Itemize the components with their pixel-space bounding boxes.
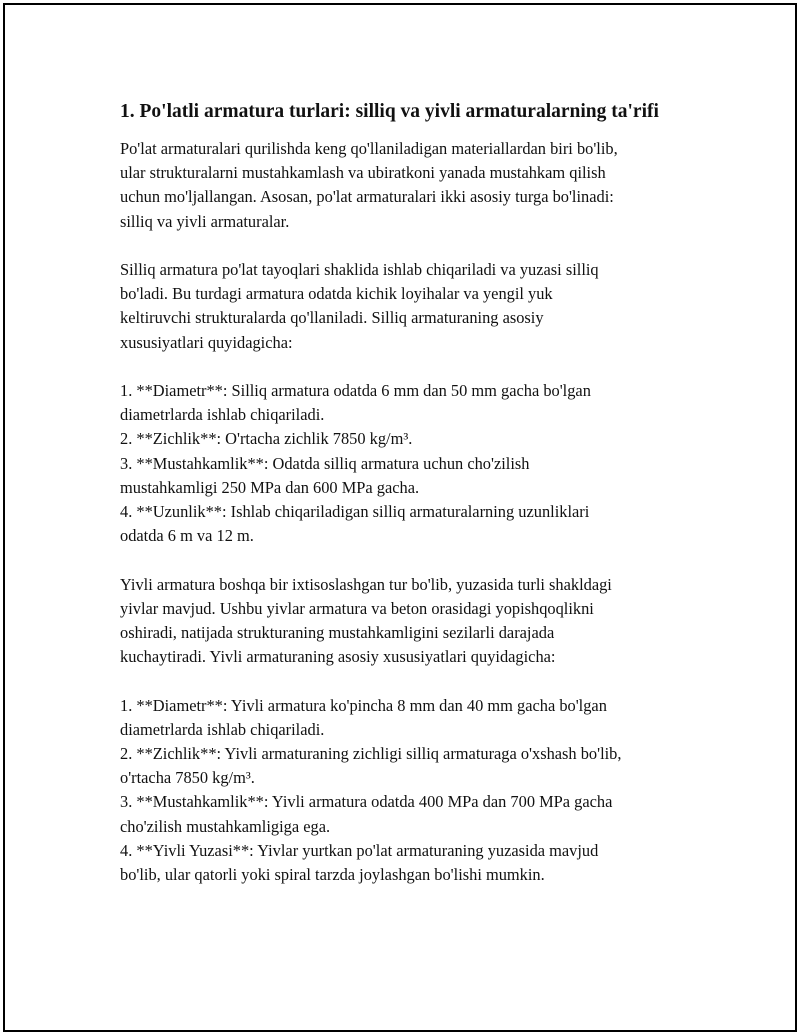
text-line: uchun mo'ljallangan. Asosan, po'lat armaturalari ikki asosiy turga bo'linadi:: [120, 187, 614, 207]
list-line: odatda 6 m va 12 m.: [120, 526, 254, 546]
paragraph-gap: [120, 355, 700, 379]
text-line: silliq va yivli armaturalar.: [120, 211, 290, 231]
list-line: diametrlarda ishlab chiqariladi.: [120, 405, 325, 425]
list-line: o'rtacha 7850 kg/m³.: [120, 768, 255, 788]
list-line: mustahkamligi 250 MPa dan 600 MPa gacha.: [120, 477, 420, 497]
list-line: 2. **Zichlik**: Yivli armaturaning zichligi silliq armaturaga o'xshash bo'lib,: [120, 744, 622, 764]
section-heading: 1. Po'latli armatura turlari: silliq va yivli armaturalarning ta'rifi: [120, 101, 659, 122]
ribbed-intro-paragraph: [120, 573, 700, 670]
document-content: [120, 99, 700, 887]
text-line: bo'ladi. Bu turdagi armatura odatda kichik loyihalar va yengil yuk: [120, 284, 553, 304]
paragraph-gap: [120, 548, 700, 572]
text-line: Yivli armatura boshqa bir ixtisoslashgan tur bo'lib, yuzasida turli shakldagi: [120, 574, 612, 594]
list-line: 1. **Diametr**: Silliq armatura odatda 6 mm dan 50 mm gacha bo'lgan: [120, 381, 591, 400]
paragraph-gap: [120, 234, 700, 258]
text-line: xususiyatlari quyidagicha:: [120, 332, 293, 352]
text-line: oshiradi, natijada strukturaning mustahkamligini sezilarli darajada: [120, 623, 555, 643]
list-line: cho'zilish mustahkamligiga ega.: [120, 816, 331, 836]
list-line: bo'lib, ular qatorli yoki spiral tarzda joylashgan bo'lishi mumkin.: [120, 865, 545, 885]
ribbed-properties-list: [120, 694, 700, 888]
paragraph-gap: [120, 669, 700, 693]
text-line: Po'lat armaturalari qurilishda keng qo'llaniladigan materiallardan biri bo'lib,: [120, 139, 618, 158]
list-line: 4. **Uzunlik**: Ishlab chiqariladigan silliq armaturalarning uzunliklari: [120, 502, 590, 522]
text-line: yivlar mavjud. Ushbu yivlar armatura va beton orasidagi yopishqoqlikni: [120, 598, 594, 618]
list-line: diametrlarda ishlab chiqariladi.: [120, 719, 325, 739]
document-page: [3, 3, 797, 1032]
list-line: 2. **Zichlik**: O'rtacha zichlik 7850 kg/m³.: [120, 429, 413, 449]
smooth-intro-paragraph: [120, 258, 700, 355]
text-line: kuchaytiradi. Yivli armaturaning asosiy xususiyatlari quyidagicha:: [120, 647, 556, 667]
text-line: Silliq armatura po'lat tayoqlari shaklida ishlab chiqariladi va yuzasi silliq: [120, 260, 599, 279]
list-line: 3. **Mustahkamlik**: Yivli armatura odatda 400 MPa dan 700 MPa gacha: [120, 792, 613, 812]
list-line: 1. **Diametr**: Yivli armatura ko'pincha 8 mm dan 40 mm gacha bo'lgan: [120, 695, 607, 715]
text-line: ular strukturalarni mustahkamlash va ubiratkoni yanada mustahkam qilish: [120, 163, 606, 183]
intro-paragraph: [120, 137, 700, 234]
list-line: 3. **Mustahkamlik**: Odatda silliq armatura uchun cho'zilish: [120, 453, 530, 473]
text-line: keltiruvchi strukturalarda qo'llaniladi. Silliq armaturaning asosiy: [120, 308, 544, 328]
list-line: 4. **Yivli Yuzasi**: Yivlar yurtkan po'lat armaturaning yuzasida mavjud: [120, 840, 599, 860]
smooth-properties-list: [120, 379, 700, 548]
